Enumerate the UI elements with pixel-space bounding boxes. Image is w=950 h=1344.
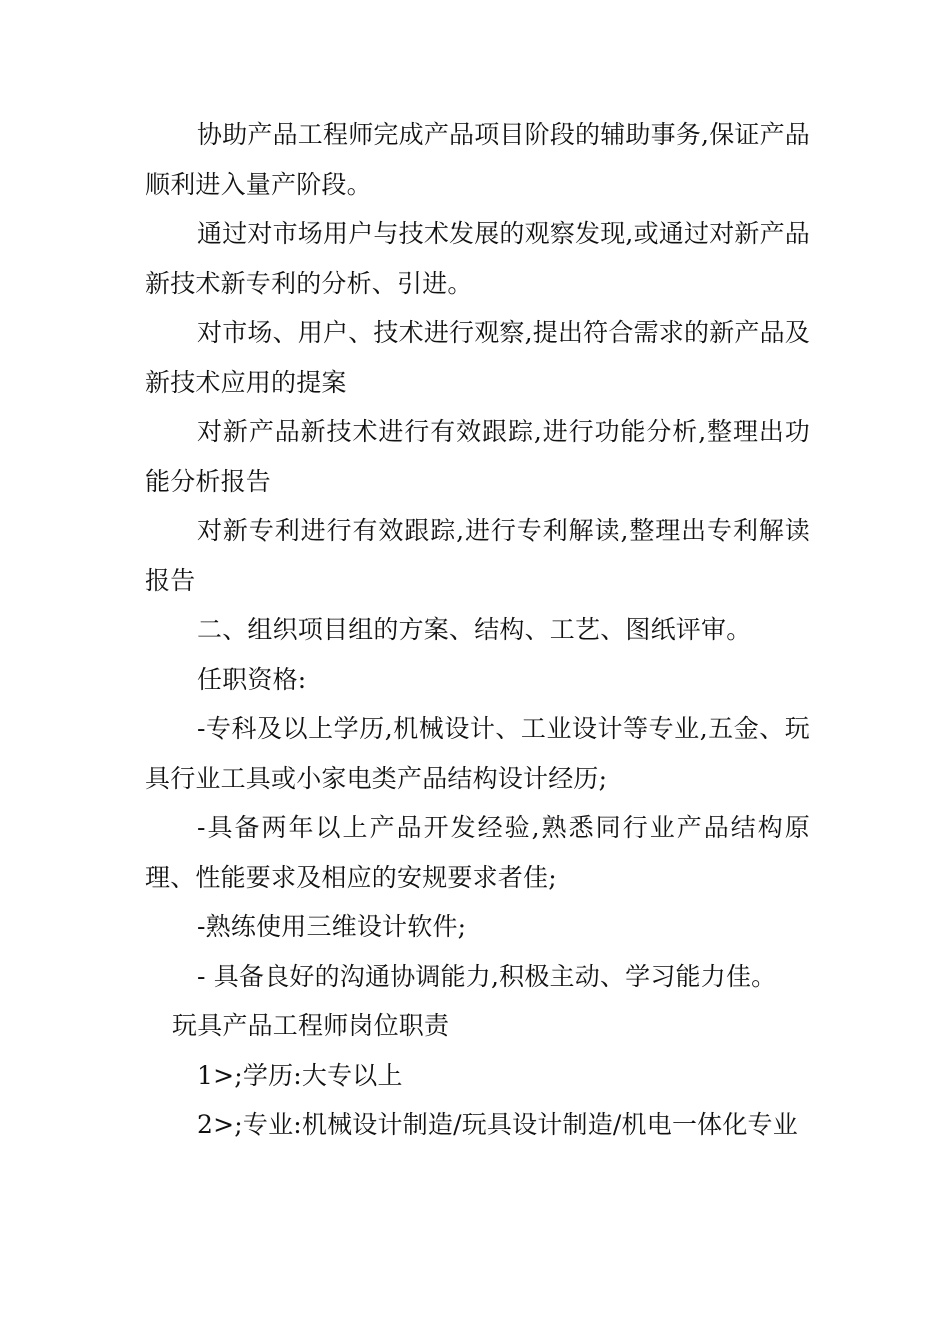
paragraph: 二、组织项目组的方案、结构、工艺、图纸评审。 xyxy=(197,615,752,644)
paragraph: 协助产品工程师完成产品项目阶段的辅助事务,保证产品顺利进入量产阶段。 xyxy=(145,120,810,199)
paragraph: 对新专利进行有效跟踪,进行专利解读,整理出专利解读报告 xyxy=(145,516,810,595)
paragraph: 对新产品新技术进行有效跟踪,进行功能分析,整理出功能分析报告 xyxy=(145,417,810,496)
paragraph: 2>;专业:机械设计制造/玩具设计制造/机电一体化专业 xyxy=(197,1110,798,1139)
paragraph: - 具备良好的沟通协调能力,积极主动、学习能力佳。 xyxy=(197,961,777,991)
paragraph: -熟练使用三维设计软件; xyxy=(197,912,467,941)
paragraph: 任职资格: xyxy=(197,664,307,694)
document-body xyxy=(145,110,810,1150)
paragraph: 1>;学历:大专以上 xyxy=(197,1060,403,1090)
paragraph: -专科及以上学历,机械设计、工业设计等专业,五金、玩具行业工具或小家电类产品结构设计经历; xyxy=(145,714,810,793)
section-heading: 玩具产品工程师岗位职责 xyxy=(172,1011,450,1040)
paragraph: 通过对市场用户与技术发展的观察发现,或通过对新产品新技术新专利的分析、引进。 xyxy=(145,219,810,298)
paragraph: 对市场、用户、技术进行观察,提出符合需求的新产品及新技术应用的提案 xyxy=(145,318,810,397)
paragraph: -具备两年以上产品开发经验,熟悉同行业产品结构原理、性能要求及相应的安规要求者佳; xyxy=(145,813,810,892)
